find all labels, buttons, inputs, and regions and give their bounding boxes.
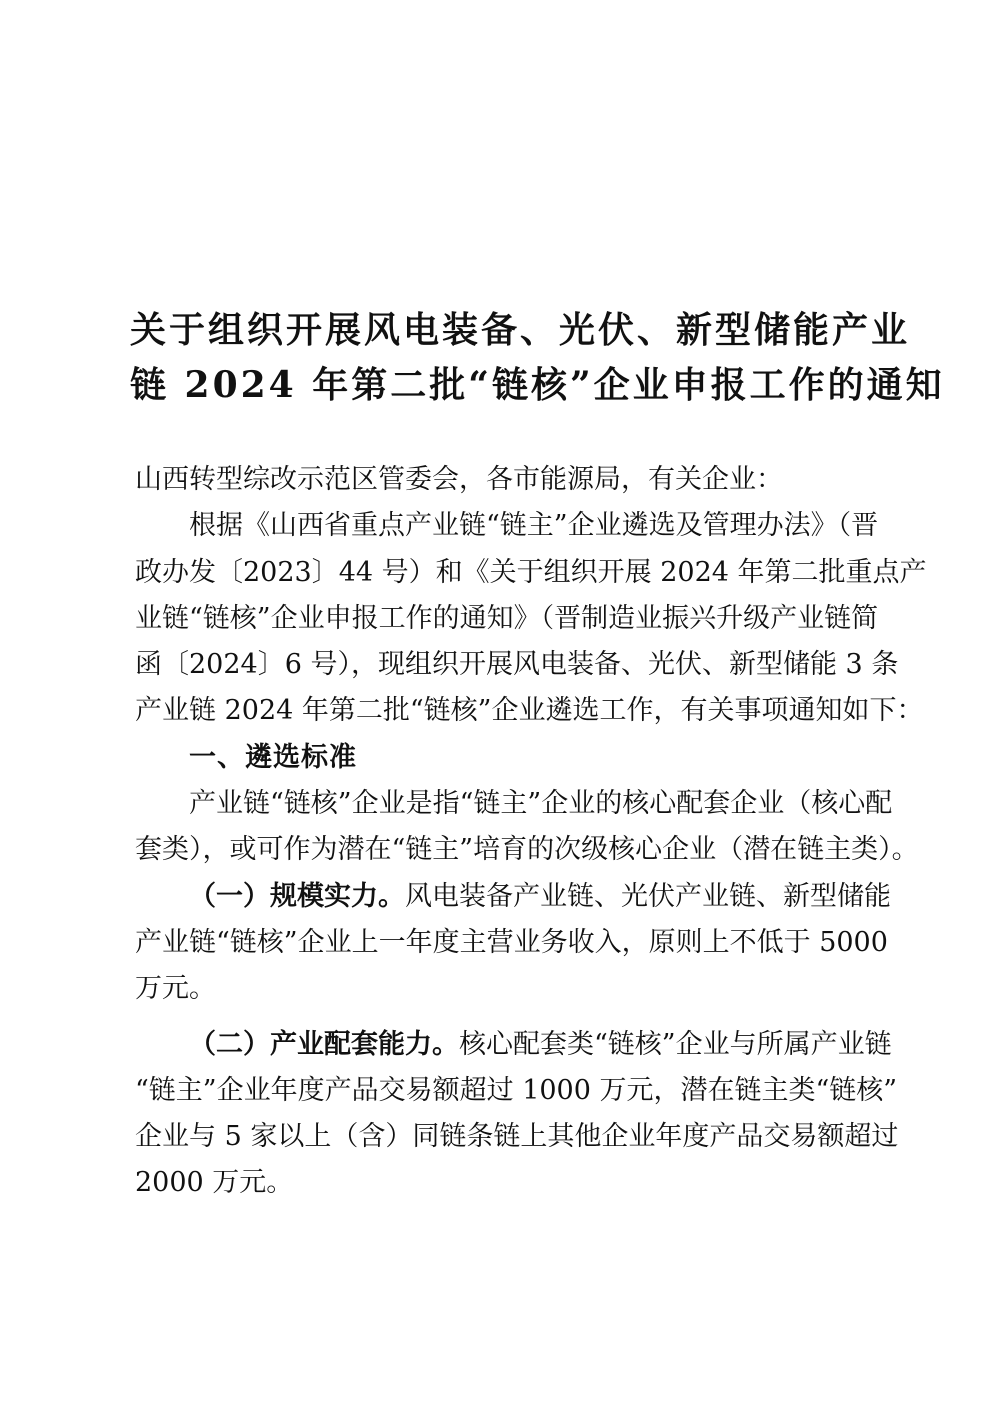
- addressee-line: 山西转型综改示范区管委会，各市能源局，有关企业：: [135, 464, 783, 495]
- title-line-1: 关于组织开展风电装备、光伏、新型储能产业: [130, 309, 911, 351]
- document-title: [130, 303, 945, 413]
- para1-line-4: 函〔2024〕6 号），现组织开展风电装备、光伏、新型储能 3 条: [135, 649, 899, 681]
- section-heading-1: 一、遴选标准: [189, 741, 357, 773]
- item2-label: （二）产业配套能力。: [189, 1028, 459, 1060]
- para1-line-2: 政办发〔2023〕44 号）和《关于组织开展 2024 年第二批重点产: [135, 556, 927, 588]
- document-body: [135, 457, 927, 1207]
- para2-line-1: 产业链“链核”企业是指“链主”企业的核心配套企业（核心配: [189, 788, 893, 820]
- paragraph-spacer: [135, 1013, 877, 1022]
- item1-line-3: 万元。: [135, 973, 216, 1005]
- item2-text-1: 核心配套类“链核”企业与所属产业链: [459, 1028, 892, 1060]
- para2-line-2: 套类），或可作为潜在“链主”培育的次级核心企业（潜在链主类）。: [135, 834, 919, 866]
- item1-line-1: [135, 874, 891, 920]
- item1-text-1: 风电装备产业链、光伏产业链、新型储能: [405, 880, 891, 912]
- para1-line-3: 业链“链核”企业申报工作的通知》（晋制造业振兴升级产业链简: [135, 602, 879, 634]
- item1-line-2: 产业链“链核”企业上一年度主营业务收入，原则上不低于 5000: [135, 926, 888, 958]
- item2-line-1: [135, 1022, 892, 1068]
- item1-label: （一）规模实力。: [189, 880, 405, 912]
- title-line-2: 链 2024 年第二批“链核”企业申报工作的通知: [130, 364, 945, 406]
- item2-line-2: “链主”企业年度产品交易额超过 1000 万元，潜在链主类“链核”: [135, 1074, 898, 1106]
- para1-line-5: 产业链 2024 年第二批“链核”企业遴选工作，有关事项通知如下：: [135, 695, 924, 727]
- para1-line-1: 根据《山西省重点产业链“链主”企业遴选及管理办法》（晋: [189, 510, 879, 542]
- item2-line-4: 2000 万元。: [135, 1167, 294, 1199]
- item2-line-3: 企业与 5 家以上（含）同链条链上其他企业年度产品交易额超过: [135, 1121, 899, 1153]
